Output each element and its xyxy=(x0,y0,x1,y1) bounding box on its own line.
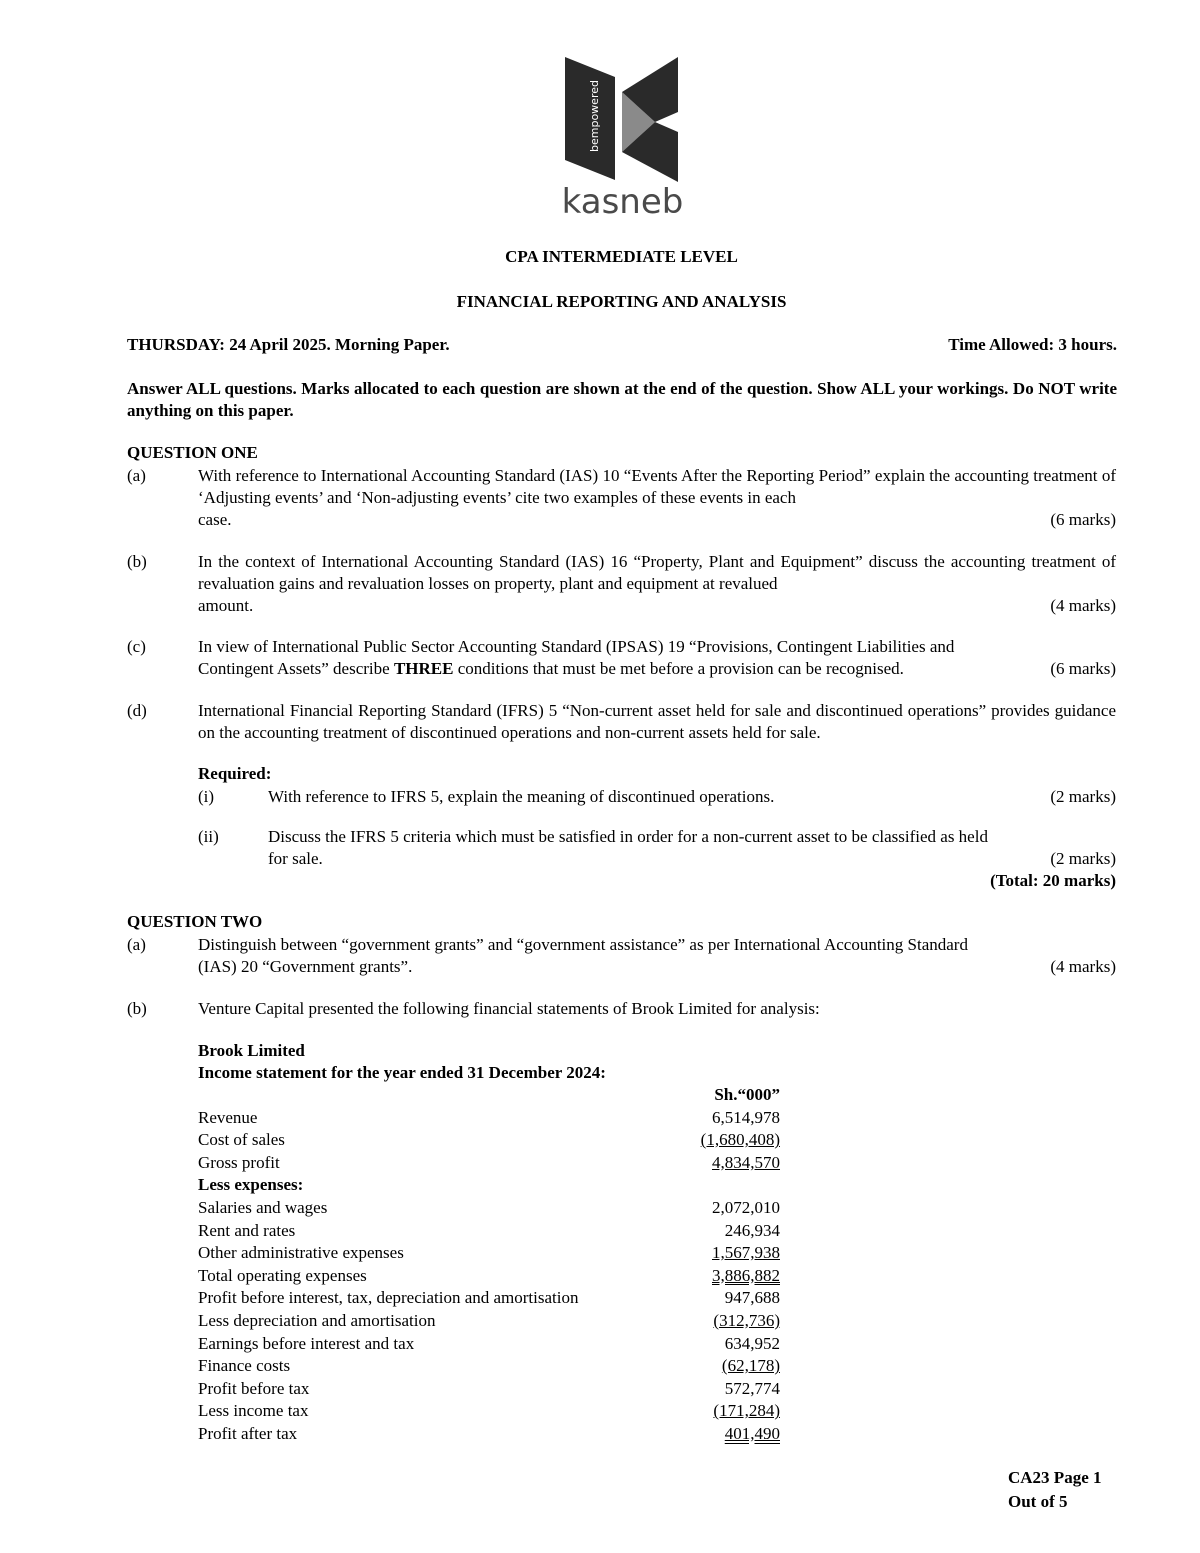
q1-a-text: With reference to International Accounting Standard (IAS) 10 “Events After the Reporting Period” explain the accounting treatment of ‘Adjusting events’ and ‘Non-adjusting events’ cite two examples of these events in each xyxy=(198,466,1116,507)
q1-a-marks: (6 marks) xyxy=(1050,510,1116,529)
q1-b-text: In the context of International Accounting Standard (IAS) 16 “Property, Plant and Equipment” discuss the accounting treatment of revaluation gains and revaluation losses on property, plant and equipment at revalued xyxy=(198,552,1116,593)
q1-b-last: amount. xyxy=(198,596,254,615)
q2-a-body xyxy=(198,934,1116,978)
statement-unit-row xyxy=(198,1084,798,1107)
q2-a-marks: (4 marks) xyxy=(1050,957,1116,976)
exam-level: CPA INTERMEDIATE LEVEL xyxy=(505,247,738,266)
statement-row-label: Less depreciation and amortisation xyxy=(198,1310,436,1330)
statement-row-label: Other administrative expenses xyxy=(198,1243,404,1263)
statement-row xyxy=(198,1107,798,1130)
exam-date: THURSDAY: 24 April 2025. Morning Paper. xyxy=(127,335,450,354)
q1-c-body xyxy=(198,636,1116,680)
statement-row-value: 4,834,570 xyxy=(712,1152,780,1172)
q1-required: Required: xyxy=(198,764,272,783)
statement-row-label: Profit before interest, tax, depreciation and amortisation xyxy=(198,1288,579,1308)
logo-tagline: bempowered xyxy=(588,80,601,152)
statement-row xyxy=(198,1423,798,1446)
q1-c-marks: (6 marks) xyxy=(1050,659,1116,678)
statement-title: Income statement for the year ended 31 December 2024: xyxy=(198,1063,606,1082)
page-footer xyxy=(1008,1466,1101,1514)
q2-a-text: Distinguish between “government grants” and “government assistance” as per International Accounting Standard xyxy=(198,935,968,954)
statement-row xyxy=(198,1310,798,1333)
q2-b-text: Venture Capital presented the following financial statements of Brook Limited for analysis: xyxy=(198,999,820,1018)
statement-row-label: Profit after tax xyxy=(198,1423,298,1443)
statement-row-value: (171,284) xyxy=(713,1401,780,1421)
question-two-title: QUESTION TWO xyxy=(127,912,263,931)
statement-row-value: 246,934 xyxy=(724,1220,780,1240)
statement-unit: Sh.“000” xyxy=(714,1085,780,1104)
statement-row xyxy=(198,1220,798,1243)
statement-row-label: Cost of sales xyxy=(198,1130,285,1150)
statement-row xyxy=(198,1265,798,1288)
q1-c-text2: Contingent Assets” describe THREE conditions that must be met before a provision can be recognised. xyxy=(198,659,904,678)
statement-row-value: (1,680,408) xyxy=(700,1130,780,1150)
q1-d-i-marks: (2 marks) xyxy=(1050,787,1116,806)
statement-row-label: Gross profit xyxy=(198,1152,280,1172)
statement-row-label: Revenue xyxy=(198,1107,258,1127)
statement-row-value: 6,514,978 xyxy=(712,1107,780,1127)
kasneb-logo xyxy=(560,52,685,227)
q1-d-ii-body xyxy=(268,826,1116,892)
q1-c-label: (c) xyxy=(127,637,146,656)
statement-row-label: Salaries and wages xyxy=(198,1197,328,1217)
question-one-title: QUESTION ONE xyxy=(127,443,258,462)
statement-row-value: 2,072,010 xyxy=(712,1197,780,1217)
statement-row-value: (62,178) xyxy=(721,1356,780,1376)
page-number: CA23 Page 1 xyxy=(1008,1468,1102,1487)
q1-a-last: case. xyxy=(198,510,232,529)
q1-b-marks: (4 marks) xyxy=(1050,596,1116,615)
q1-d-ii-text: Discuss the IFRS 5 criteria which must be satisfied in order for a non-current asset to be classified as held xyxy=(268,827,988,846)
q1-c-text1: In view of International Public Sector Accounting Standard (IPSAS) 19 “Provisions, Contingent Liabilities and xyxy=(198,637,955,656)
statement-row-label: Finance costs xyxy=(198,1356,291,1376)
q1-d-ii-label: (ii) xyxy=(198,827,219,846)
q2-b-label: (b) xyxy=(127,999,147,1018)
statement-row-value: 401,490 xyxy=(724,1423,780,1443)
statement-row xyxy=(198,1197,798,1220)
q1-d-label: (d) xyxy=(127,701,147,720)
kasneb-logo-mark-icon xyxy=(560,52,685,182)
statement-row xyxy=(198,1129,798,1152)
statement-row-value: 572,774 xyxy=(724,1378,780,1398)
page-count: Out of 5 xyxy=(1008,1492,1068,1511)
statement-row-label: Less expenses: xyxy=(198,1175,304,1195)
q1-d-i-text: With reference to IFRS 5, explain the meaning of discontinued operations. xyxy=(268,787,775,806)
q1-d-ii-marks: (2 marks) xyxy=(1050,849,1116,868)
statement-rows xyxy=(198,1107,798,1446)
statement-row-value: 947,688 xyxy=(724,1288,780,1308)
statement-row-value: 634,952 xyxy=(724,1333,780,1353)
statement-row xyxy=(198,1355,798,1378)
time-allowed: Time Allowed: 3 hours. xyxy=(948,335,1117,354)
exam-date-line xyxy=(127,334,1117,356)
q1-b-body xyxy=(198,551,1116,617)
statement-row xyxy=(198,1378,798,1401)
statement-row xyxy=(198,1152,798,1175)
statement-row-label: Less income tax xyxy=(198,1401,309,1421)
logo-wordmark: kasneb xyxy=(561,182,684,222)
statement-company: Brook Limited xyxy=(198,1041,305,1060)
statement-row xyxy=(198,1287,798,1310)
exam-subject: FINANCIAL REPORTING AND ANALYSIS xyxy=(456,292,787,311)
statement-row xyxy=(198,1174,798,1197)
statement-row-value: (312,736) xyxy=(713,1310,780,1330)
statement-row-value: 3,886,882 xyxy=(712,1265,780,1285)
statement-row xyxy=(198,1400,798,1423)
statement-row-value: 1,567,938 xyxy=(712,1243,780,1263)
statement-row-label: Earnings before interest and tax xyxy=(198,1333,415,1353)
q2-a-last: (IAS) 20 “Government grants”. xyxy=(198,957,413,976)
q1-b-label: (b) xyxy=(127,552,147,571)
statement-row xyxy=(198,1333,798,1356)
income-statement xyxy=(198,1040,798,1446)
q1-a-label: (a) xyxy=(127,466,146,485)
statement-row xyxy=(198,1242,798,1265)
q1-d-i-body xyxy=(268,786,1116,808)
q1-d-ii-last: for sale. xyxy=(268,849,323,868)
statement-row-label: Rent and rates xyxy=(198,1220,296,1240)
q1-a-body xyxy=(198,465,1116,531)
q1-total: (Total: 20 marks) xyxy=(990,871,1116,890)
statement-row-label: Profit before tax xyxy=(198,1378,310,1398)
q1-d-i-label: (i) xyxy=(198,787,215,806)
q1-d-text: International Financial Reporting Standard (IFRS) 5 “Non-current asset held for sale and discontinued operations” provides guidance on the accounting treatment of discontinued operations and non-current assets held for sale. xyxy=(198,701,1116,742)
statement-row-label: Total operating expenses xyxy=(198,1265,367,1285)
q2-a-label: (a) xyxy=(127,935,146,954)
instructions: Answer ALL questions. Marks allocated to each question are shown at the end of the question. Show ALL your workings. Do NOT write anything on this paper. xyxy=(127,379,1117,420)
